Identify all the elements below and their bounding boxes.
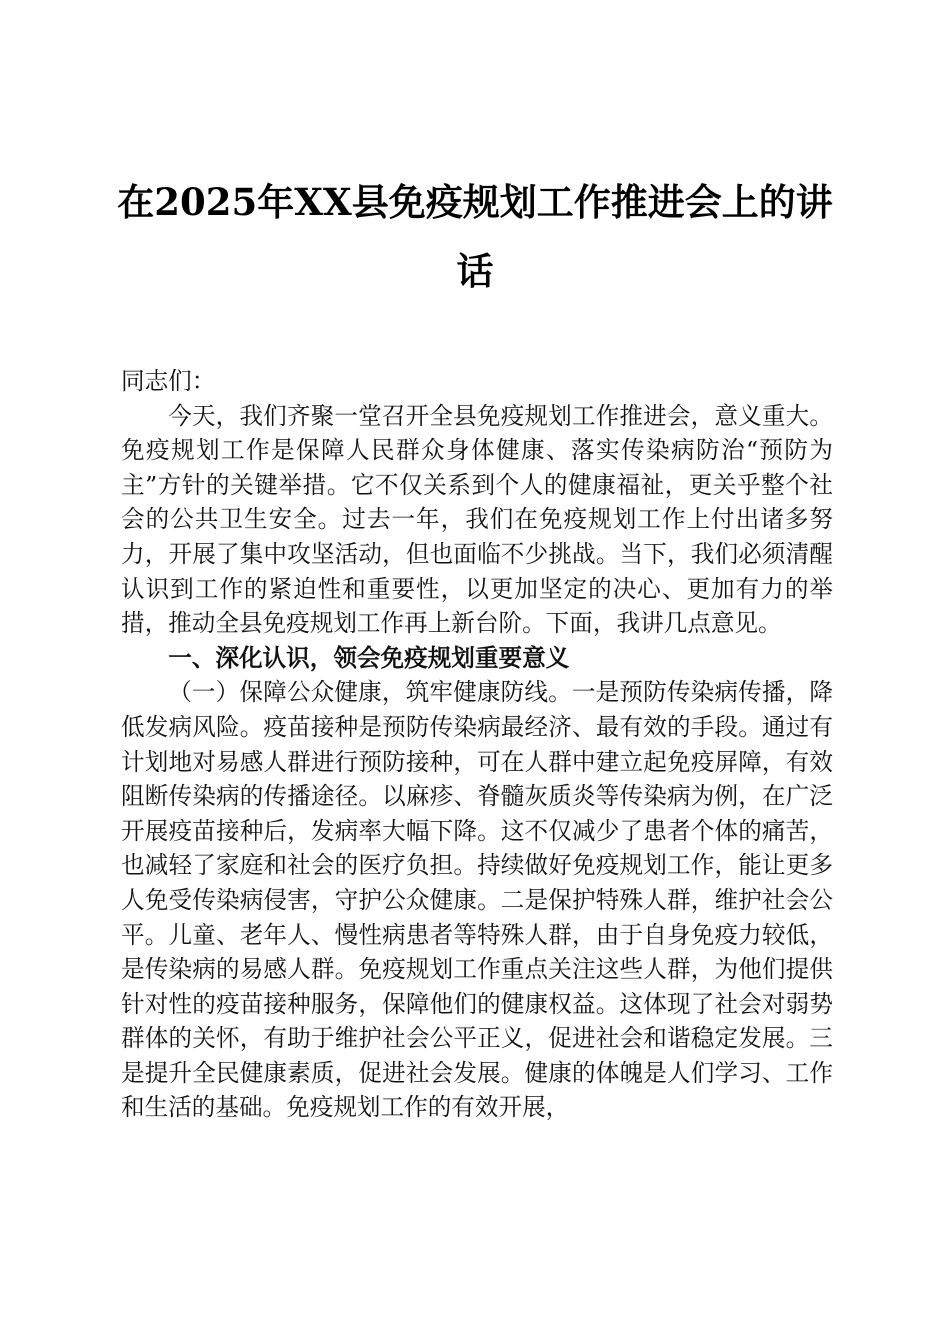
salutation: 同志们：	[121, 367, 216, 395]
document-body	[121, 364, 833, 1125]
document-title: 在2025年XX县免疫规划工作推进会上的讲话	[117, 180, 833, 293]
paragraph-intro: 今天，我们齐聚一堂召开全县免疫规划工作推进会，意义重大。免疫规划工作是保障人民群众身体健康、落实传染病防治“预防为主”方针的关键举措。它不仅关系到个人的健康福祉，更关乎整个社会的公共卫生安全。过去一年，我们在免疫规划工作上付出诸多努力，开展了集中攻坚活动，但也面临不少挑战。当下，我们必须清醒认识到工作的紧迫性和重要性，以更加坚定的决心、更加有力的举措，推动全县免疫规划工作再上新台阶。下面，我讲几点意见。	[121, 401, 833, 638]
paragraph-section-1-1: （一）保障公众健康，筑牢健康防线。一是预防传染病传播，降低发病风险。疫苗接种是预防传染病最经济、最有效的手段。通过有计划地对易感人群进行预防接种，可在人群中建立起免疫屏障，有效阻断传染病的传播途径。以麻疹、脊髓灰质炎等传染病为例，在广泛开展疫苗接种后，发病率大幅下降。这不仅减少了患者个体的痛苦，也减轻了家庭和社会的医疗负担。持续做好免疫规划工作，能让更多人免受传染病侵害，守护公众健康。二是保护特殊人群，维护社会公平。儿童、老年人、慢性病患者等特殊人群，由于自身免疫力较低，是传染病的易感人群。免疫规划工作重点关注这些人群，为他们提供针对性的疫苗接种服务，保障他们的健康权益。这体现了社会对弱势群体的关怀，有助于维护社会公平正义，促进社会和谐稳定发展。三是提升全民健康素质，促进社会发展。健康的体魄是人们学习、工作和生活的基础。免疫规划工作的有效开展，	[121, 678, 833, 1122]
section-heading-1: 一、深化认识，领会免疫规划重要意义	[168, 643, 570, 672]
